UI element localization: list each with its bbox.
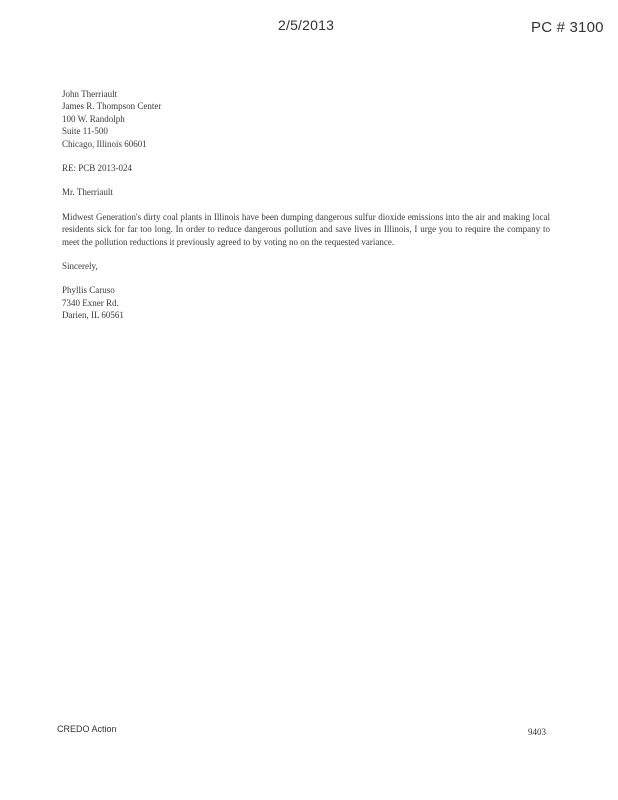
letter-body [62,88,552,334]
recipient-city: Chicago, Illinois 60601 [62,138,147,149]
sender-street: 7340 Exner Rd. [62,297,119,308]
footer-organization: CREDO Action [57,724,117,734]
letter-paragraph: Midwest Generation's dirty coal plants in Illinois have been dumping dangerous sulfur dioxide emissions into the air and making local residents sick for far too long. In order to reduce dangerous pollution and save lives in Illinois, I urge you to require the company to meet the pollution reductions it previously agreed to by voting no on the requested variance. [62,211,550,247]
received-date: 2/5/2013 [278,17,335,33]
sender-city: Darien, IL 60561 [62,310,124,321]
recipient-address [62,88,552,150]
sender-signature [62,284,552,321]
sender-name: Phyllis Caruso [62,285,115,296]
recipient-street: 100 W. Randolph [62,113,125,124]
footer-page-code: 9403 [528,727,546,737]
recipient-name: John Therriault [62,89,118,99]
pc-number: PC # 3100 [531,19,604,36]
recipient-building: James R. Thompson Center [62,101,162,112]
recipient-suite: Suite 11-500 [62,126,108,137]
closing: Sincerely, [62,261,98,272]
salutation: Mr. Therriault [62,187,113,198]
reference-line: RE: PCB 2013-024 [62,163,133,174]
